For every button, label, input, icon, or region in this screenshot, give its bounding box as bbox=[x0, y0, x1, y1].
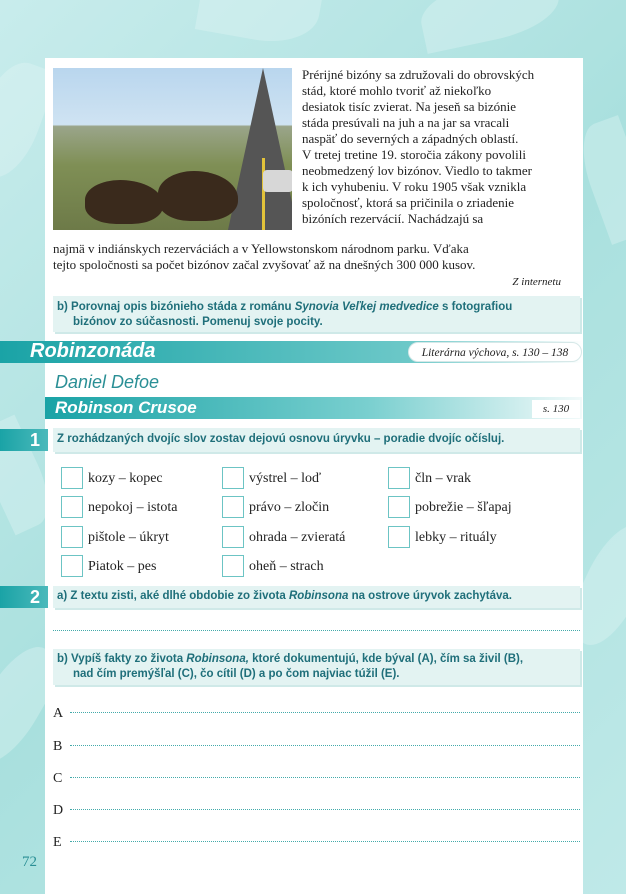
page-number: 72 bbox=[22, 854, 37, 870]
answer-line-e[interactable] bbox=[70, 841, 580, 842]
answer-label-e: E bbox=[53, 835, 62, 850]
intro-text-right: Prérijné bizóny sa združovali do obrovských stád, ktoré mohlo tvoriť až niekoľko desiatok tisíc zvierat. Na jeseň sa bizónie stáda presúvali na juh a na jar sa vracali naspäť do severných a západných oblastí. V tretej tretine 19. storočia zákony povolili neobmedzený lov bizónov. Viedlo to takmer k ich vyhubeniu. V roku 1905 však vznikla spoločnosť, ktorá sa pričinila o zriadenie bizóních rezervácií. Nachádzajú sa bbox=[302, 67, 535, 226]
task-number-2: 2 bbox=[0, 586, 48, 608]
answer-line-b[interactable] bbox=[70, 745, 580, 746]
task-b-compare: b) Porovnaj opis bizónieho stáda z románu Synovia Veľkej medvedice s fotografiou bizónov zo súčasnosti. Pomenuj svoje pocity. bbox=[53, 296, 580, 332]
intro-text-full: najmä v indiánskych rezerváciách a v Yellowstonskom národnom parku. Vďaka tejto spoločnosti sa počet bizónov začal zvyšovať až na dnešných 300 000 kusov. bbox=[53, 241, 476, 272]
task-2a-instruction: a) Z textu zisti, aké dlhé obdobie zo života Robinsona na ostrove úryvok zachytáva. bbox=[53, 586, 580, 608]
section-title: Robinzonáda bbox=[30, 340, 156, 362]
background-leaf bbox=[415, 0, 564, 54]
bison-photo bbox=[53, 68, 292, 230]
answer-label-d: D bbox=[53, 803, 64, 818]
section-reference: Literárna výchova, s. 130 – 138 bbox=[408, 342, 582, 362]
answer-line-c[interactable] bbox=[70, 777, 580, 778]
answer-line-a[interactable] bbox=[70, 712, 580, 713]
answer-label-b: B bbox=[53, 739, 63, 754]
task-number-1: 1 bbox=[0, 429, 48, 451]
answer-line-2a[interactable] bbox=[53, 630, 580, 631]
book-title: Robinson Crusoe bbox=[55, 398, 197, 417]
task-2b-instruction: b) Vypíš fakty zo života Robinsona, ktoré dokumentujú, kde býval (A), čím sa živil (B), nad čím premýšľal (C), čo cítil (D) a po čom najviac túžil (E). bbox=[53, 649, 580, 685]
author-name: Daniel Defoe bbox=[55, 372, 160, 392]
background-leaf bbox=[195, 0, 325, 50]
answer-label-c: C bbox=[53, 771, 63, 786]
source-note: Z internetu bbox=[512, 276, 561, 288]
book-page-reference: s. 130 bbox=[532, 400, 580, 418]
answer-line-d[interactable] bbox=[70, 809, 580, 810]
answer-label-a: A bbox=[53, 706, 64, 721]
task-1-instruction: Z rozhádzaných dvojíc slov zostav dejovú osnovu úryvku – poradie dvojíc očísluj. bbox=[53, 428, 580, 452]
